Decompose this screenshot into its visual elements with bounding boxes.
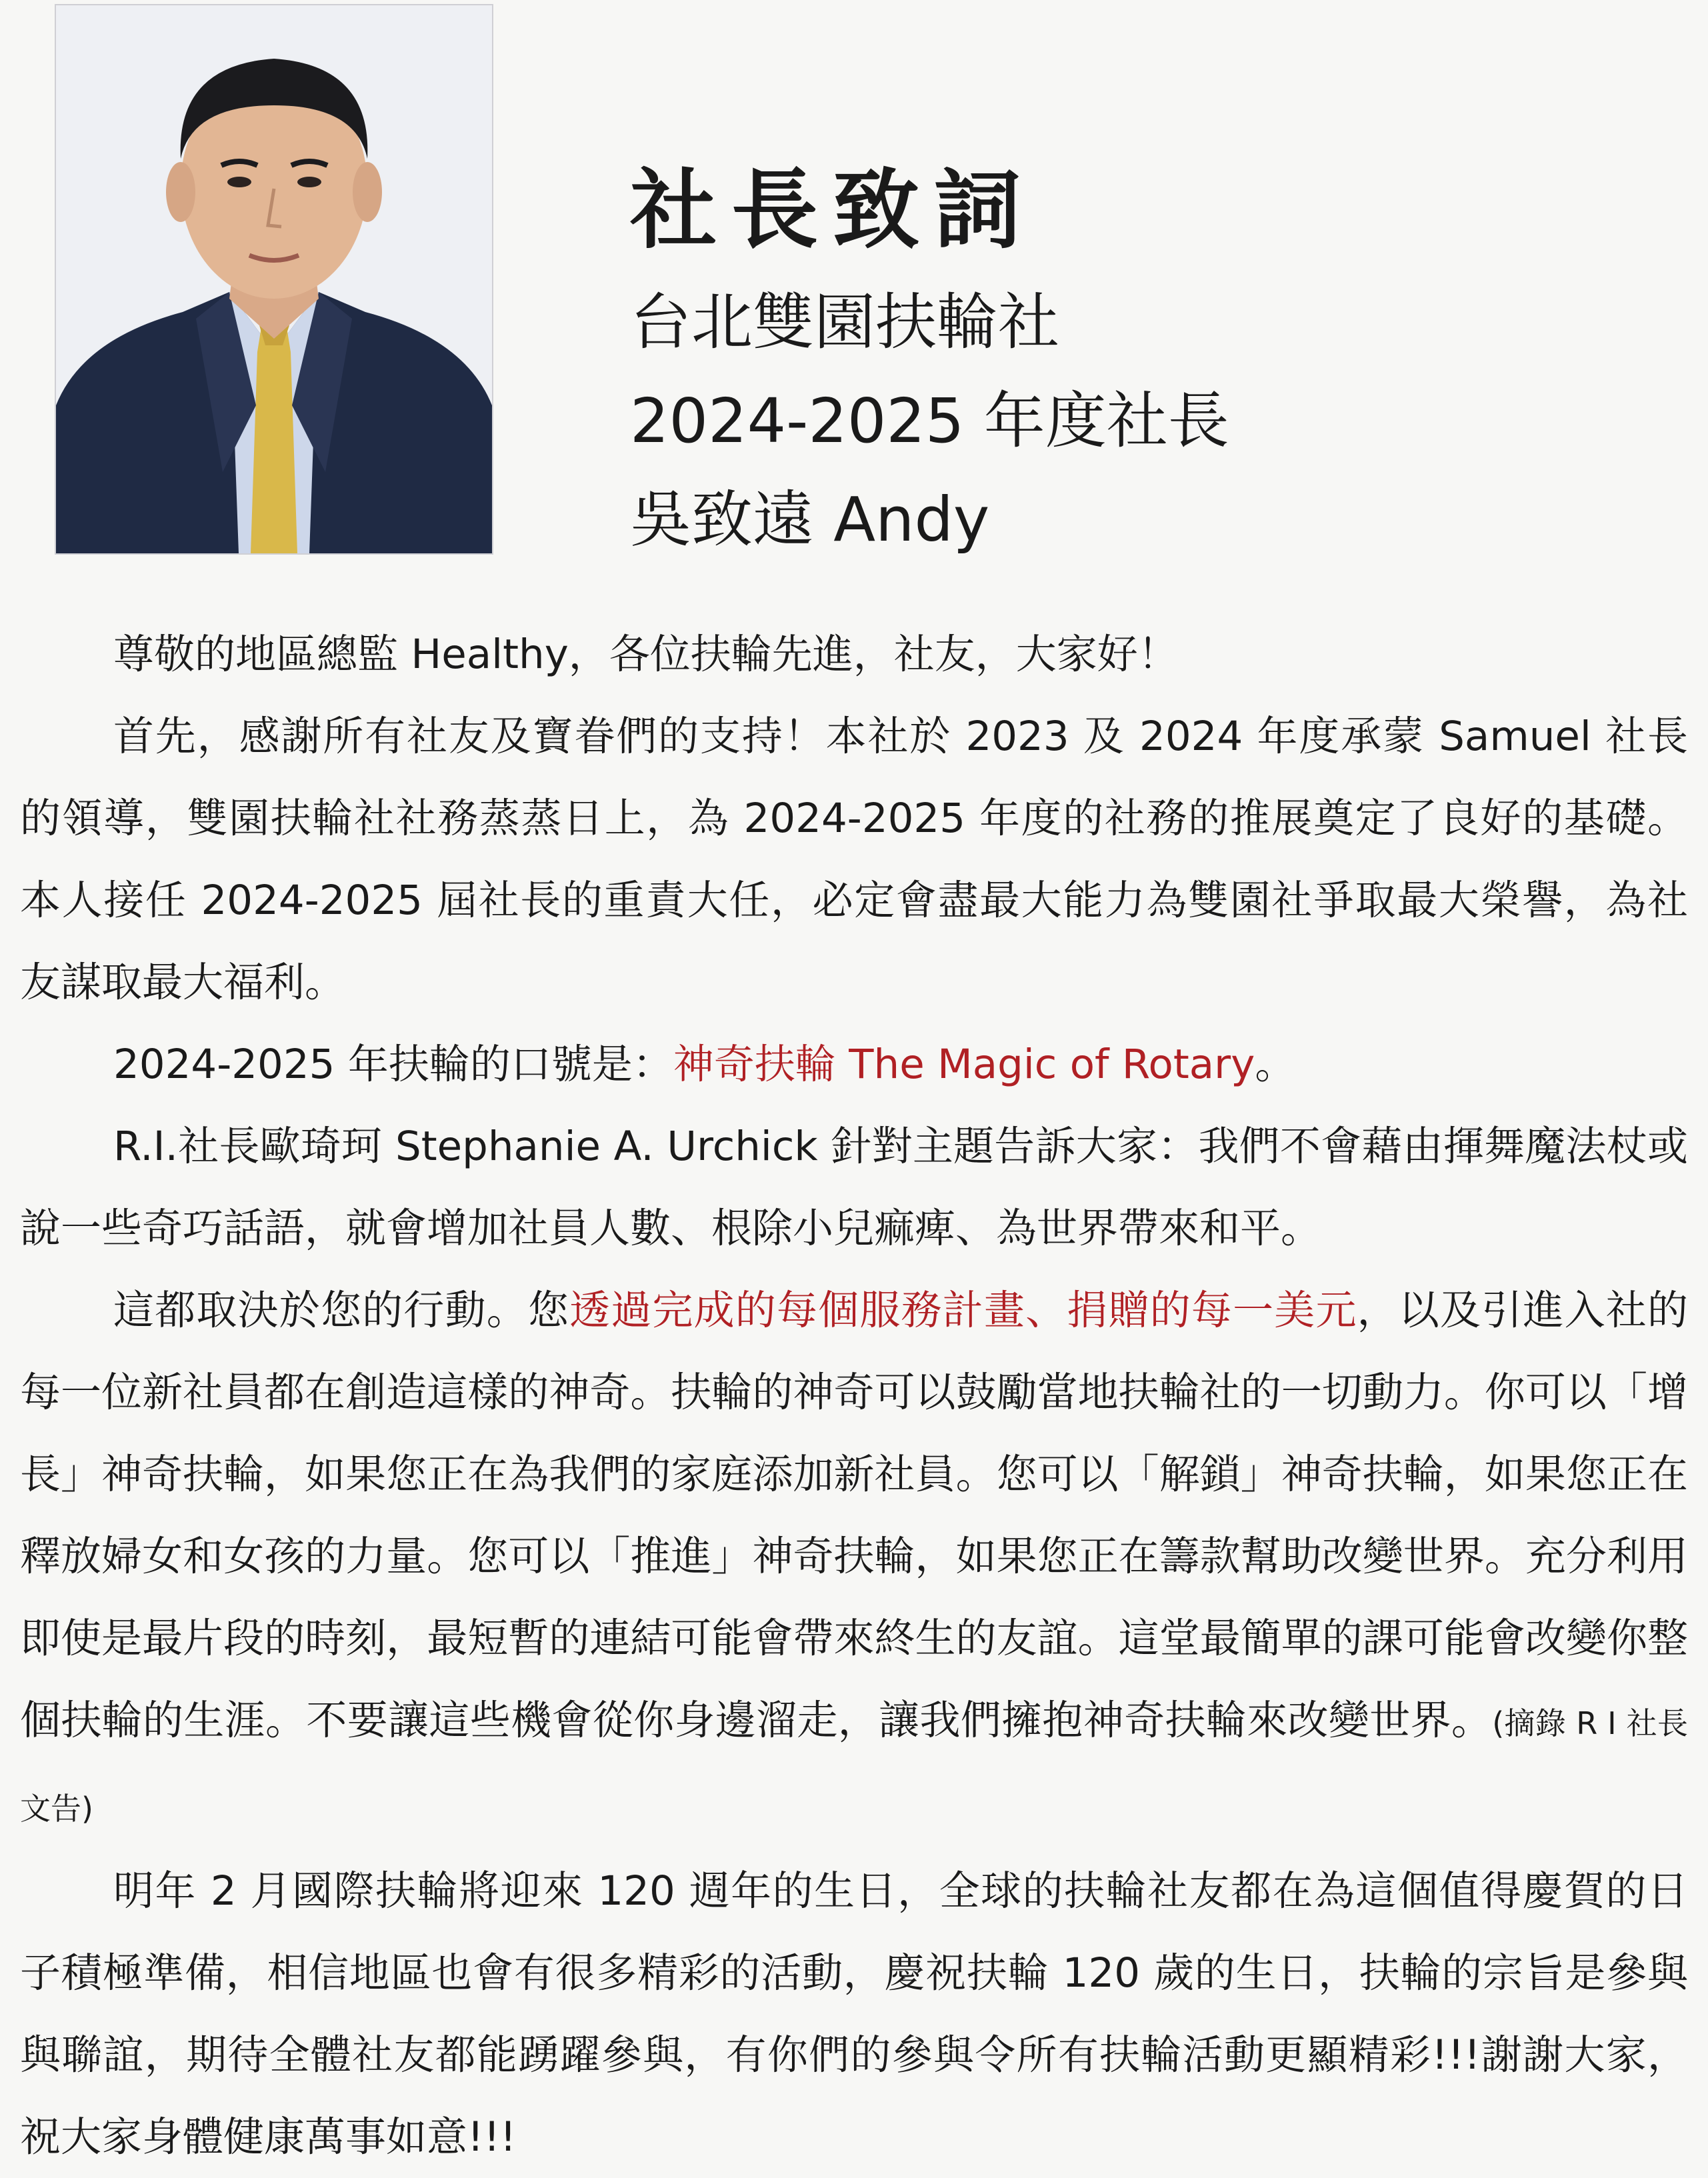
paragraph-action — [20, 1269, 1688, 1850]
slogan-highlight: 神奇扶輪 The Magic of Rotary — [673, 1041, 1255, 1088]
speech-body — [20, 613, 1688, 2178]
page-title: 社長致詞 — [630, 159, 1036, 261]
action-lead: 這都取決於您的行動。您 — [113, 1287, 570, 1334]
president-term: 2024-2025 年度社長 — [630, 385, 1229, 457]
portrait-photo — [55, 4, 493, 555]
paragraph-ri-president: R.I.社長歐琦珂 Stephanie A. Urchick 針對主題告訴大家：我們不會藉由揮舞魔法杖或說一些奇巧話語，就會增加社員人數、根除小兒痲痺、為世界帶來和平。 — [20, 1123, 1688, 1252]
speech-header — [630, 160, 1630, 569]
paragraph-anniversary: 明年 2 月國際扶輪將迎來 120 週年的生日，全球的扶輪社友都在為這個值得慶賀的日子積極準備，相信地區也會有很多精彩的活動，慶祝扶輪 120 歲的生日，扶輪的宗旨是參與與聯誼，期待全體社友都能踴躍參與，有你們的參與令所有扶輪活動更顯精彩!!!謝謝大家，祝大家身體健康萬事如意!!! — [20, 1867, 1688, 2161]
portrait-icon — [56, 5, 492, 553]
source-note: (摘錄 R I 社長文告) — [20, 1705, 1688, 1827]
slogan-end: 。 — [1255, 1041, 1296, 1088]
slogan-lead: 2024-2025 年扶輪的口號是： — [113, 1041, 673, 1088]
paragraph-slogan — [20, 1023, 1688, 1105]
president-name: 吳致遠 Andy — [630, 484, 990, 555]
action-highlight: 透過完成的每個服務計畫、捐贈的每一美元 — [569, 1287, 1357, 1334]
club-name: 台北雙園扶輪社 — [630, 287, 1060, 358]
paragraph-greeting: 尊敬的地區總監 Healthy，各位扶輪先進，社友，大家好！ — [113, 631, 1179, 678]
action-body: ，以及引進入社的每一位新社員都在創造這樣的神奇。扶輪的神奇可以鼓勵當地扶輪社的一切動力。你可以「增長」神奇扶輪，如果您正在為我們的家庭添加新社員。您可以「解鎖」神奇扶輪，如果您正在釋放婦女和女孩的力量。您可以「推進」神奇扶輪，如果您正在籌款幫助改變世界。充分利用即使是最片段的時刻，最短暫的連結可能會帶來終生的友誼。這堂最簡單的課可能會改變你整個扶輪的生涯。不要讓這些機會從你身邊溜走，讓我們擁抱神奇扶輪來改變世界。 — [20, 1287, 1688, 1744]
paragraph-thanks: 首先，感謝所有社友及寶眷們的支持！本社於 2023 及 2024 年度承蒙 Samuel 社長的領導，雙園扶輪社社務蒸蒸日上，為 2024-2025 年度的社務的推展奠定了良好的基礎。本人接任 2024-2025 屆社長的重責大任，必定會盡最大能力為雙園社爭取最大榮譽，為社友謀取最大福利。 — [20, 713, 1688, 1006]
